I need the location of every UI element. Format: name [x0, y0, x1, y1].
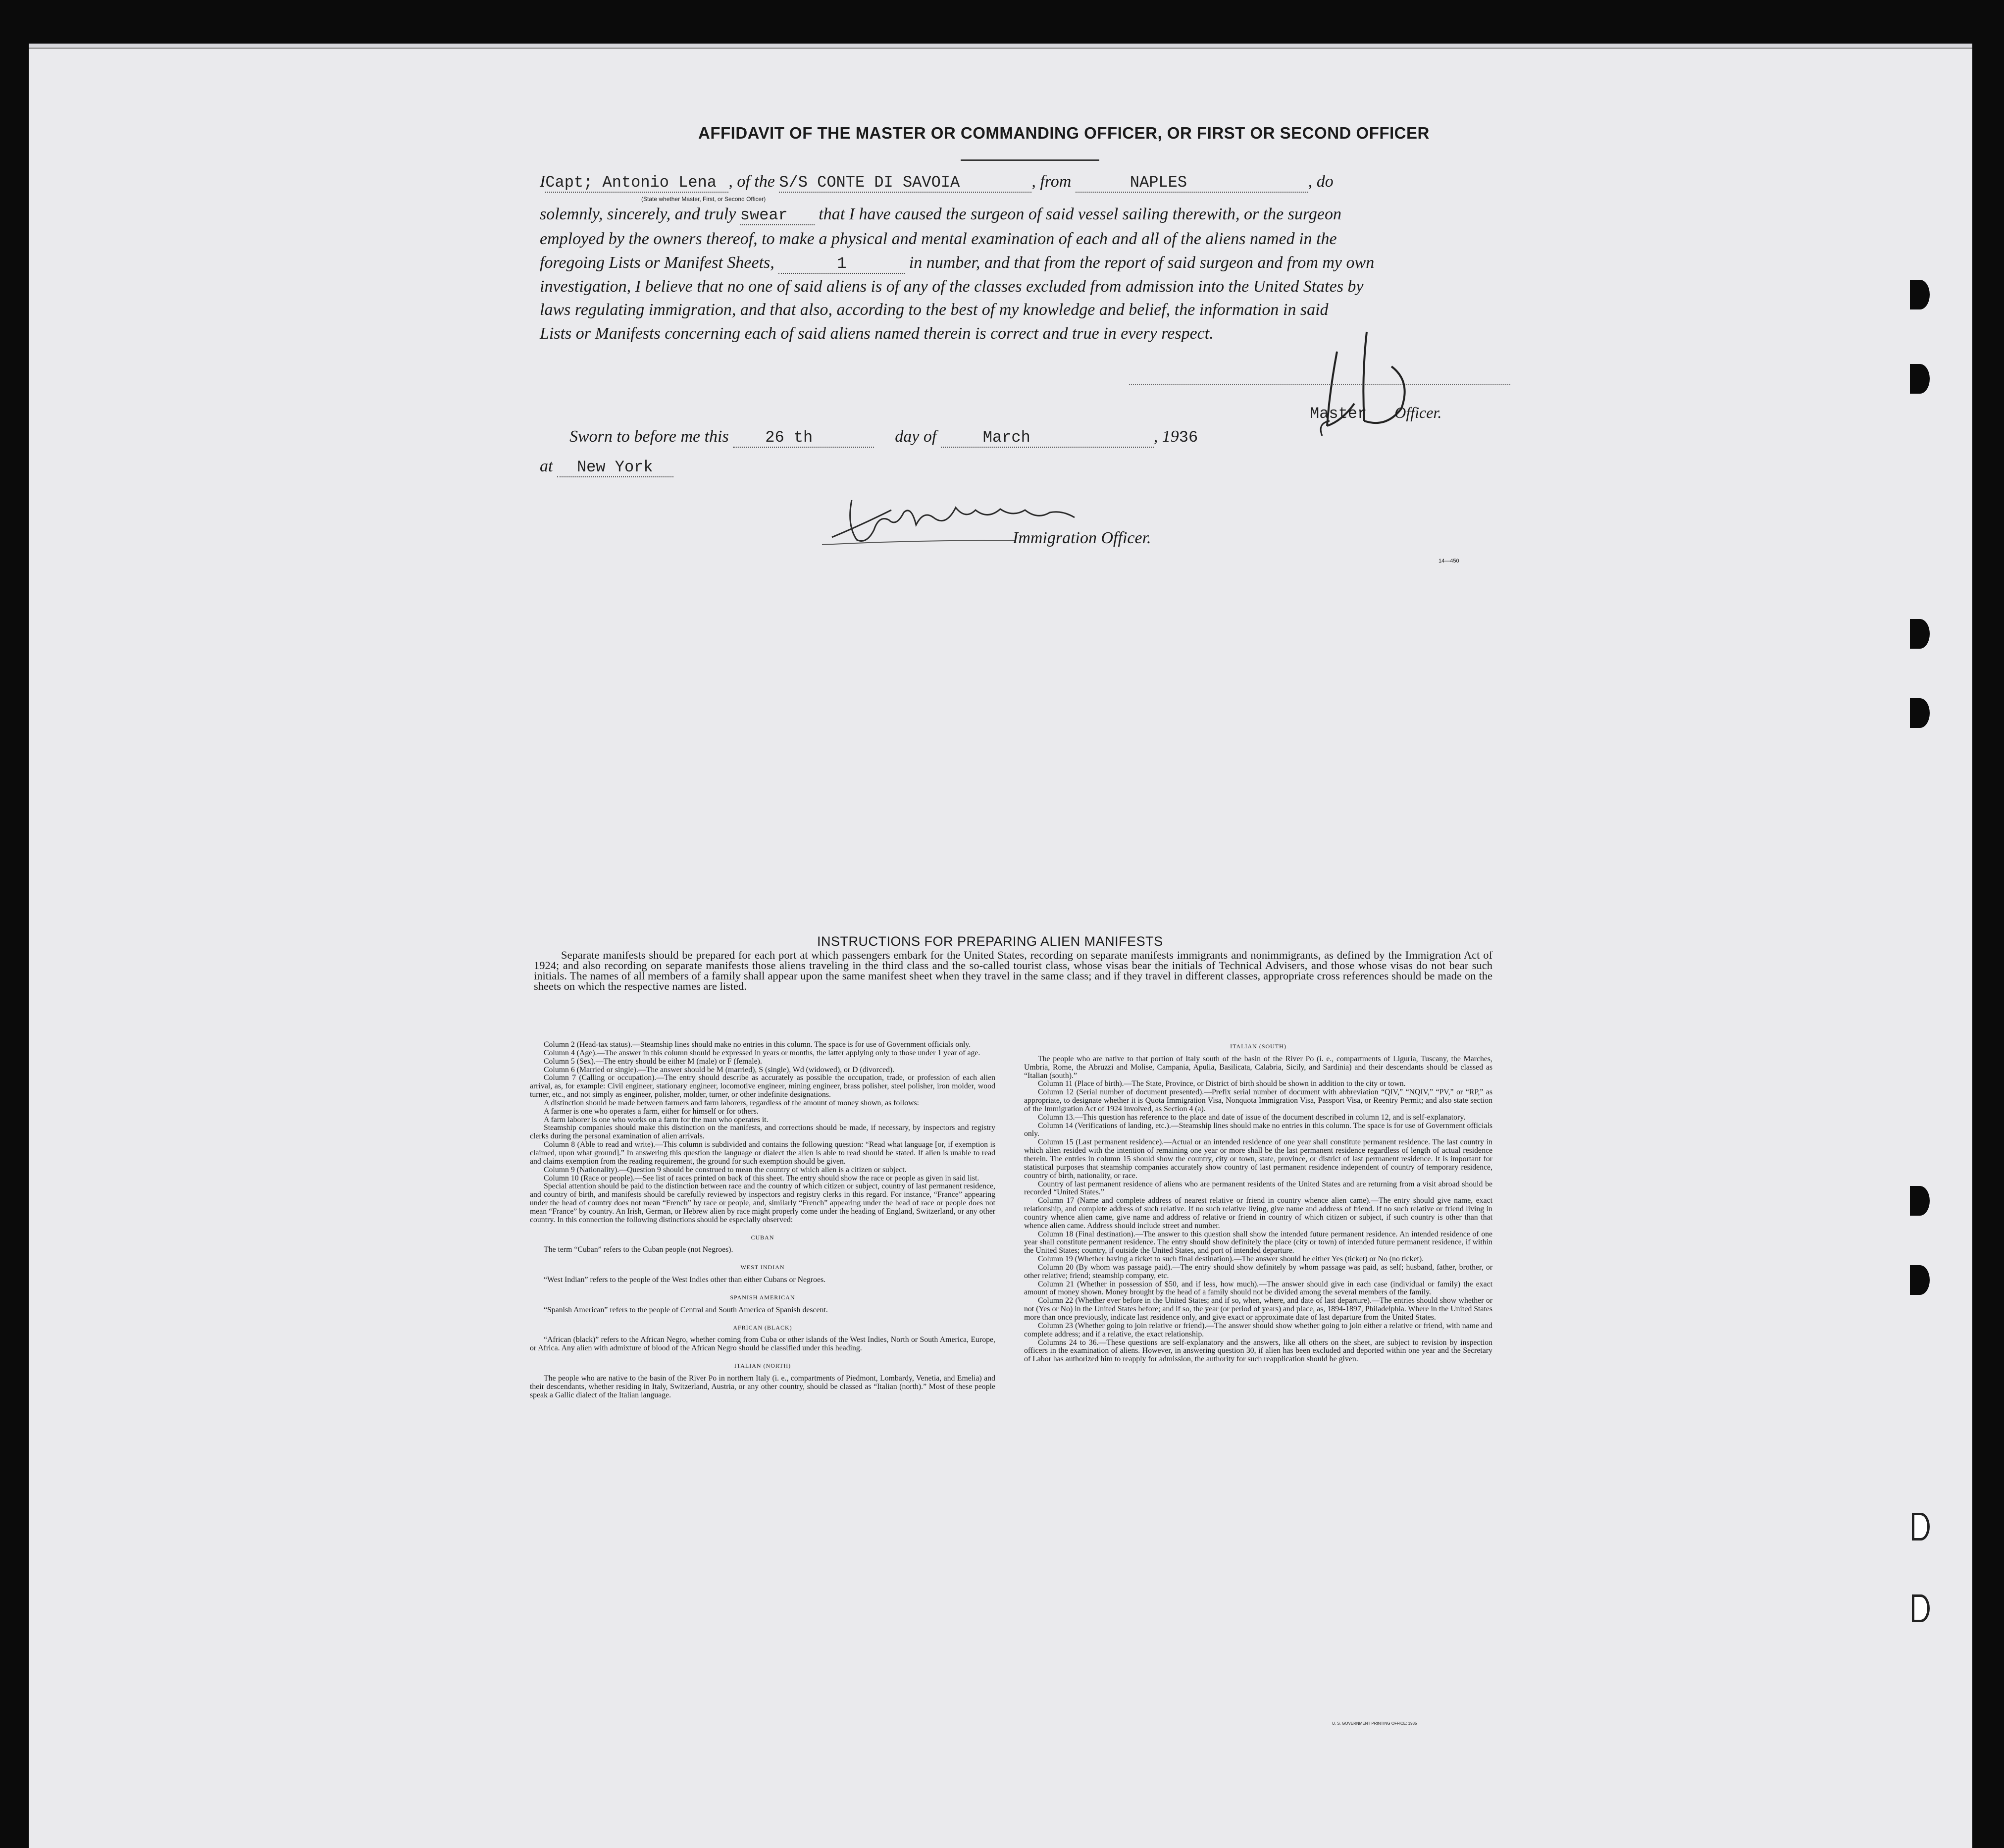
line4-pre: foregoing Lists or Manifest Sheets,	[540, 254, 774, 272]
affidavit-line-4	[540, 254, 1374, 274]
column-22-text: Column 22 (Whether ever before in the United States; and if so, when, where, and date of last departure).—The entries should show whether or not (Yes or No) in the United States before; and if so, the year (or period of years) and place, as, 1894-1897, Philadelphia. Where in the United States more than once previously, indicate last residence only, and give exact or approximate date of last departure from the United States.	[1024, 1296, 1492, 1322]
line2-pre: solemnly, sincerely, and truly	[540, 205, 736, 223]
affidavit-line-1	[540, 172, 1334, 193]
farm-corrections: Steamship companies should make this distinction on the manifests, and corrections should be made, if necessary, by inspectors and registry clerks during the personal examination of alien arrivals.	[530, 1124, 995, 1141]
pronoun-i: I	[540, 172, 546, 191]
columns-24-36-text: Columns 24 to 36.—These questions are self-explanatory and the answers, like all others on the sheet, are subject to revision by inspection officers in the examination of aliens. However, in answering question 30, if alien has been excluded and deported within one year and the Secretary of Labor has authorized him to reapply for admission, the authority for such reapplication should be given.	[1024, 1338, 1492, 1364]
column-14-text: Column 14 (Verifications of landing, etc.).—Steamship lines should make no entries in this column. The space is for use of Government officials only.	[1024, 1121, 1492, 1138]
binder-hole	[1910, 364, 1930, 394]
sheet-count: 1	[837, 255, 847, 273]
binder-hole	[1910, 1186, 1930, 1216]
column-21-text: Column 21 (Whether in possession of $50, and if less, how much).—The answer should give in each case (individual or family) the exact amount of money shown. Money brought by the head of a family should not be divided among the several members of the family.	[1024, 1280, 1492, 1297]
oath-field	[740, 205, 815, 225]
at-line	[540, 457, 673, 477]
place-field	[557, 457, 673, 477]
master-rank: Master	[1310, 405, 1367, 423]
binder-hole	[1910, 1265, 1930, 1295]
column-2-text: Column 2 (Head-tax status).—Steamship lines should make no entries in this column. The space is for use of Government officials only.	[544, 1040, 971, 1049]
column-12-text: Column 12 (Serial number of document presented).—Prefix serial number of document with abbreviation “QIV,” “NQIV,” “PV,” or “RP,” as appropriate, to designate whether it is Quota Immigration Visa, Nonquota Immigration Visa, Passport Visa, or Reentry Permit; and also state section of the Immigration Act of 1924 involved, as Section 4 (a).	[1024, 1088, 1492, 1113]
italian-north-definition: The people who are native to the basin of the River Po in northern Italy (i. e., compartments of Piedmont, Lombardy, Venetia, and Emelia) and their descendants, whether residing in Italy, Switzerland, Austria, or any other country, should be classed as “Italian (north).” Most of these people speak a Gallic dialect of the Italian language.	[530, 1374, 995, 1399]
sworn-month: March	[982, 428, 1030, 447]
affidavit-title: AFFIDAVIT OF THE MASTER OR COMMANDING OFFICER, OR FIRST OR SECOND OFFICER	[698, 124, 1430, 142]
heading-west-indian: WEST INDIAN	[740, 1264, 785, 1271]
column-7-text: Column 7 (Calling or occupation).—The entry should describe as accurately as possible the occupation, trade, or profession of each alien arrival, as, for example: Civil engineer, stationary engineer, locomotive engineer, mining engineer, brass polisher, steel polisher, iron molder, wood turner, etc., and not simply as engineer, polisher, molder, turner, or other indefinite designations.	[530, 1074, 995, 1099]
day-field	[733, 427, 874, 448]
form-code: 14—450	[1439, 558, 1459, 564]
master-officer-line	[1310, 404, 1441, 423]
column-4-text: Column 4 (Age).—The answer in this column should be expressed in years or months, the latter applying only to those under 1 year of age.	[544, 1048, 980, 1057]
at-label: at	[540, 457, 553, 475]
vessel-field	[779, 172, 1031, 193]
do-text: , do	[1308, 172, 1334, 191]
sworn-day: 26 th	[765, 428, 813, 447]
officer-label: Officer.	[1394, 404, 1442, 421]
binder-hole	[1910, 619, 1930, 649]
column-11-text: Column 11 (Place of birth).—The State, Province, or District of birth should be shown in addition to the city or town.	[1038, 1079, 1406, 1088]
african-black-definition: “African (black)” refers to the African Negro, whether coming from Cuba or other islands of the West Indies, North or South America, Europe, or Africa. Any alien with admixture of blood of the African Negro should be classified under this heading.	[530, 1335, 995, 1353]
title-rule	[961, 159, 1099, 161]
column-10-text: Column 10 (Race or people).—See list of races printed on back of this sheet. The entry should show the race or people as given in said list.	[544, 1174, 979, 1182]
day-of-text: day of	[895, 427, 937, 446]
immigration-officer-label: Immigration Officer.	[1013, 529, 1151, 547]
binder-hole	[1910, 698, 1930, 728]
country-last-residence-text: Country of last permanent residence of aliens who are permanent residents of the United States and are returning from a visit abroad should be recorded “United States.”	[1024, 1180, 1492, 1197]
column-13-text: Column 13.—This question has reference to the place and date of issue of the document described in column 12, and is self-explanatory.	[1038, 1113, 1466, 1122]
column-17-text: Column 17 (Name and complete address of nearest relative or friend in country whence alien came).—The entry should give name, exact relationship, and complete address of such relative. If no such relative living, give name and address of friend. If no such relative or friend living in country whence alien came, give name and address of relative or friend in country of which citizen or subject, if such country is other than that whence alien came. Address should include street and number.	[1024, 1196, 1492, 1230]
affidavit-line-2	[540, 205, 1341, 225]
instructions-intro: Separate manifests should be prepared for each port at which passengers embark for the United States, recording on separate manifests immigrants and nonimmigrants, as defined by the Immigration Act of 1924; and also recording on separate manifests those aliens traveling in the third class and the so-called tourist class, whose visas bear the initials of Technical Advisers, and those whose visas do not bear such initials. The names of all members of a family shall appear upon the same manifest sheet when they travel in the same class; and if they travel in different classes, appropriate cross references should be made on the sheets on which the respective names are listed.	[534, 949, 1492, 992]
column-23-text: Column 23 (Whether going to join relative or friend).—The answer should show whether going to join either a relative or friend, with name and complete address; and if a relative, the exact relationship.	[1024, 1321, 1492, 1338]
printing-office-note: U. S. GOVERNMENT PRINTING OFFICE: 1935	[1332, 1721, 1417, 1726]
port-name: NAPLES	[1130, 173, 1187, 192]
instructions-left-column	[530, 1041, 995, 1400]
binder-hole	[1910, 280, 1930, 309]
affidavit-line-5: investigation, I believe that no one of said aliens is of any of the classes excluded from admission into the United States by	[540, 277, 1364, 296]
heading-african-black: AFRICAN (BLACK)	[733, 1324, 792, 1331]
heading-italian-north: ITALIAN (NORTH)	[734, 1362, 791, 1370]
spanish-american-definition: “Spanish American” refers to the people of Central and South America of Spanish descent.	[544, 1305, 828, 1314]
state-whether-note: (State whether Master, First, or Second Officer)	[641, 196, 766, 203]
farm-laborer-definition: A farm laborer is one who works on a farm for the man who operates it.	[544, 1115, 769, 1124]
heading-spanish-american: SPANISH AMERICAN	[730, 1293, 795, 1301]
year-prefix: , 19	[1153, 427, 1179, 446]
italian-south-definition: The people who are native to that portion of Italy south of the basin of the River Po (i. e., compartments of Liguria, Tuscany, the Marches, Umbria, Rome, the Abruzzi and Molise, Campania, Apulia, Basilicata, Calabria, Sicily, and Sardinia) and their descendants should be classed as “Italian (south).”	[1024, 1054, 1492, 1080]
column-19-text: Column 19 (Whether having a ticket to such final destination).—The answer should be either Yes (ticket) or No (no ticket).	[1038, 1255, 1424, 1264]
sworn-year: 36	[1179, 428, 1198, 447]
officer-name: Capt; Antonio Lena	[545, 173, 717, 192]
line4-post: in number, and that from the report of said surgeon and from my own	[909, 254, 1375, 272]
port-field	[1076, 172, 1308, 193]
vessel-name: S/S CONTE DI SAVOIA	[779, 173, 960, 192]
oath-word: swear	[740, 206, 788, 224]
officer-name-field	[545, 172, 728, 193]
of-the-text: , of the	[728, 172, 775, 191]
heading-cuban: CUBAN	[751, 1233, 774, 1241]
binder-hole	[1912, 1513, 1930, 1540]
column-6-text: Column 6 (Married or single).—The answer should be M (married), S (single), Wd (widowed), or D (divorced).	[544, 1065, 895, 1074]
from-text: , from	[1031, 172, 1072, 191]
column-5-text: Column 5 (Sex).—The entry should be either M (male) or F (female).	[544, 1057, 762, 1066]
affidavit-line-7: Lists or Manifests concerning each of said aliens named therein is correct and true in every respect.	[540, 324, 1214, 343]
heading-italian-south: ITALIAN (SOUTH)	[1230, 1043, 1286, 1050]
column-20-text: Column 20 (By whom was passage paid).—The entry should show definitely by whom passage was paid, as self; husband, father, brother, or other relative; friend; steamship company, etc.	[1024, 1263, 1492, 1280]
affidavit-line-6: laws regulating immigration, and that also, according to the best of my knowledge and belief, the information in said	[540, 301, 1329, 319]
cuban-definition: The term “Cuban” refers to the Cuban people (not Negroes).	[544, 1245, 733, 1254]
affidavit-line-3: employed by the owners thereof, to make a physical and mental examination of each and all of the aliens named in the	[540, 230, 1337, 248]
column-9-text: Column 9 (Nationality).—Question 9 should be construed to mean the country of which alien is a citizen or subject.	[544, 1165, 907, 1174]
special-attention-text: Special attention should be paid to the distinction between race and the country of which citizen or subject, country of last permanent residence, and country of birth, and manifests should be carefully reviewed by inspectors and registry clerks in this regard. For instance, “France” appearing under the head of country does not mean “French” by race or people, and, similarly “French” appearing under the head of race or people does not mean “France” by country. An Irish, German, or Hebrew alien by race might properly come under the heading of England, Switzerland, or any other country. In this connection the following distinctions should be especially observed:	[530, 1182, 995, 1224]
sworn-place: New York	[576, 458, 653, 476]
column-8-text: Column 8 (Able to read and write).—This column is subdivided and contains the following question: “Read what language [or, if exemption is claimed, upon what ground].” In answering this question the language or dialect the alien is able to read should be stated. If alien is unable to read and claims exemption from the reading requirement, the ground for such exemption should be given.	[530, 1140, 995, 1166]
sheet-count-field	[778, 254, 905, 274]
sworn-pre: Sworn to before me this	[569, 427, 729, 446]
west-indian-definition: “West Indian” refers to the people of the West Indies other than either Cubans or Negroes.	[544, 1276, 826, 1284]
month-field	[941, 427, 1154, 448]
column-18-text: Column 18 (Final destination).—The answer to this question shall show the intended future permanent residence. An intended residence of one year shall constitute permanent residence. The entry should show definitely the place (city or town) of intended future permanent residence, if within the United States; country, if outside the United States, and port of intended departure.	[1024, 1230, 1492, 1255]
line2-post: that I have caused the surgeon of said vessel sailing therewith, or the surgeon	[819, 205, 1342, 223]
instructions-title: INSTRUCTIONS FOR PREPARING ALIEN MANIFESTS	[817, 934, 1163, 949]
column-15-text: Column 15 (Last permanent residence).—Actual or an intended residence of one year shall constitute permanent residence. The last country in which alien resided with the intention of remaining one year or more shall be the last permanent residence regardless of length of actual residence therein. The entries in column 15 should show the country, city or town, state, province, or district of last permanent residence. It is important for statistical purposes that steamship companies accurately show country of last permanent residence independent of country of temporary residence, country of birth, nationality, or race.	[1024, 1138, 1492, 1180]
sworn-line	[569, 427, 1198, 448]
farm-distinction: A distinction should be made between farmers and farm laborers, regardless of the amount of money shown, as follows:	[544, 1098, 920, 1107]
instructions-right-column	[1024, 1042, 1492, 1364]
farmer-definition: A farmer is one who operates a farm, either for himself or for others.	[544, 1107, 759, 1116]
binder-hole	[1912, 1594, 1930, 1622]
